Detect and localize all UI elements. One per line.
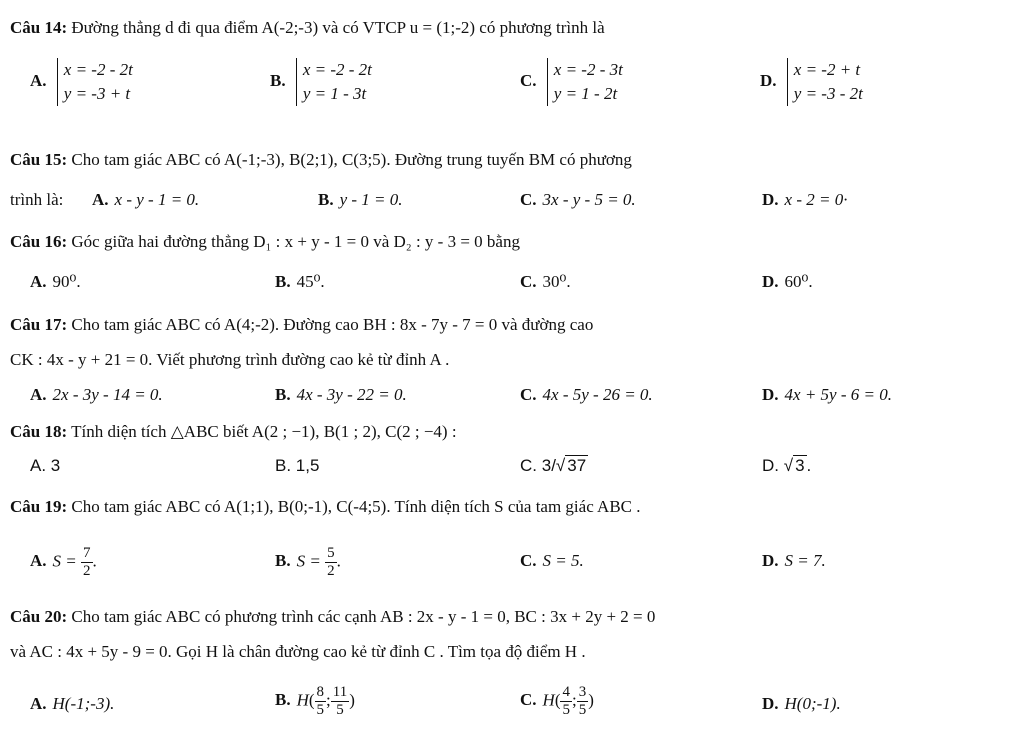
q15-option-b[interactable]: [318, 190, 403, 210]
option-label: B.: [270, 70, 286, 90]
option-label: C.: [520, 551, 537, 570]
q19-option-c[interactable]: [520, 551, 584, 571]
question-17-stem: [10, 315, 1024, 335]
option-value: S = 7.: [784, 551, 826, 570]
q16-option-c[interactable]: [520, 272, 571, 292]
option-label: A.: [30, 456, 47, 475]
option-label: A.: [30, 70, 47, 90]
denominator: 5: [578, 702, 587, 718]
option-label: D.: [760, 70, 777, 90]
option-value: 30⁰.: [542, 272, 571, 291]
q18-option-c[interactable]: C. 3/√ 37: [520, 456, 587, 475]
option-label: A.: [30, 385, 47, 404]
question-16-number: Câu 16:: [10, 232, 68, 251]
q15-option-d[interactable]: [762, 190, 847, 210]
denominator: 2: [327, 563, 335, 579]
option-tail: .: [92, 551, 97, 571]
option-label: B.: [275, 551, 291, 571]
eq-line-1: x = -2 + t: [793, 60, 861, 79]
q18-option-b[interactable]: [275, 456, 319, 476]
question-14-number: Câu 14:: [10, 18, 68, 37]
option-value: 4x - 5y - 26 = 0.: [542, 385, 653, 404]
q18-option-d[interactable]: D. √ 3 .: [762, 456, 812, 475]
option-label: B.: [318, 190, 334, 209]
option-label: D.: [762, 551, 779, 570]
question-15-stem: [10, 150, 1024, 170]
sqrt-radicand: 3: [795, 456, 805, 475]
question-14-text: Đường thẳng d đi qua điểm A(-2;-3) và có VTCP u = (1;-2) có phương trình là: [71, 18, 605, 37]
question-17-stem-cont: [10, 350, 1024, 370]
sqrt-radicand: 37: [567, 456, 587, 475]
eq-line-2: y = -3 + t: [63, 84, 131, 103]
fraction: [81, 545, 93, 580]
denominator: 5: [316, 702, 325, 718]
option-tail: .: [806, 456, 812, 475]
fraction: [325, 545, 337, 580]
q17-option-a[interactable]: [30, 385, 163, 405]
q17-option-c[interactable]: [520, 385, 653, 405]
option-label: A.: [30, 272, 47, 291]
question-20-stem: [10, 607, 1024, 627]
option-label: A.: [30, 694, 47, 713]
question-19-number: Câu 19:: [10, 497, 68, 516]
fraction-x: [315, 684, 327, 719]
q15-option-a[interactable]: [92, 190, 199, 210]
option-value: 4x - 3y - 22 = 0.: [296, 385, 407, 404]
q20-option-b[interactable]: B. H( $\frac{8}{5}$ ; $\frac{11}{5}$ ): [275, 684, 355, 718]
q17-option-d[interactable]: [762, 385, 892, 405]
question-14-stem: [10, 18, 1024, 38]
question-19-stem: [10, 497, 1024, 517]
option-label: C.: [520, 385, 537, 404]
option-value: 3/: [541, 456, 556, 475]
q19-option-b[interactable]: [275, 545, 341, 580]
question-20-text: Cho tam giác ABC có phương trình các cạnh AB : 2x - y - 1 = 0, BC : 3x + 2y + 2 = 0: [71, 607, 656, 626]
question-20-number: Câu 20:: [10, 607, 68, 626]
option-value: 2x - 3y - 14 = 0.: [52, 385, 163, 404]
question-15-number: Câu 15:: [10, 150, 68, 169]
option-label: D.: [762, 385, 779, 404]
equation-system: [787, 58, 863, 106]
fraction-y: [331, 684, 349, 719]
q14-option-a[interactable]: [30, 58, 133, 106]
denominator: 5: [562, 702, 570, 718]
q20-option-d[interactable]: [762, 694, 841, 714]
option-value: 1,5: [295, 456, 320, 475]
q18-option-a[interactable]: [30, 456, 60, 476]
equation-system: [547, 58, 623, 106]
denominator: 2: [83, 563, 91, 579]
numerator: 11: [332, 684, 348, 700]
question-16-text: Góc giữa hai đường thẳng D₁ : x + y - 1 = 0 và D₂ : y - 3 = 0 bằng: [71, 232, 520, 251]
question-17-number: Câu 17:: [10, 315, 68, 334]
option-label: B.: [275, 272, 291, 291]
option-label: B.: [275, 385, 291, 404]
question-19-text: Cho tam giác ABC có A(1;1), B(0;-1), C(-4;5). Tính diện tích S của tam giác ABC .: [71, 497, 641, 516]
q16-option-d[interactable]: [762, 272, 813, 292]
q19-option-a[interactable]: [30, 545, 97, 580]
denominator: 5: [336, 702, 344, 718]
option-prefix: S =: [296, 551, 321, 571]
numerator: 3: [578, 684, 587, 700]
question-18-number: Câu 18:: [10, 422, 68, 441]
option-value: y - 1 = 0.: [339, 190, 403, 209]
option-value: 60⁰.: [784, 272, 813, 291]
equation-system: [296, 58, 372, 106]
q19-option-d[interactable]: [762, 551, 826, 571]
q20-option-c[interactable]: C. H( $\frac{4}{5}$ ; $\frac{3}{5}$ ): [520, 684, 594, 718]
option-label: A.: [92, 190, 109, 209]
fraction-y: [577, 684, 589, 719]
equation-system: [57, 58, 133, 106]
option-prefix: S =: [52, 551, 77, 571]
q16-option-b[interactable]: [275, 272, 325, 292]
eq-line-2: y = 1 - 2t: [553, 84, 618, 103]
numerator: 7: [83, 545, 91, 561]
option-value: H(-1;-3).: [52, 694, 115, 713]
question-20-text-cont: và AC : 4x + 5y - 9 = 0. Gọi H là chân đường cao kẻ từ đỉnh C . Tìm tọa độ điểm H .: [10, 642, 586, 661]
eq-line-2: y = -3 - 2t: [793, 84, 863, 103]
eq-line-1: x = -2 - 3t: [553, 60, 623, 79]
q16-option-a[interactable]: [30, 272, 81, 292]
option-value: 45⁰.: [296, 272, 325, 291]
option-label: C.: [520, 190, 537, 209]
question-18-text: Tính diện tích △ABC biết A(2 ; −1), B(1 ; 2), C(2 ; −4) :: [71, 422, 457, 441]
q15-option-c[interactable]: [520, 190, 636, 210]
question-20-stem-cont: [10, 642, 1024, 662]
fraction-x: [560, 684, 572, 719]
numerator: 8: [316, 684, 325, 700]
option-label: C.: [520, 272, 537, 291]
option-value: 4x + 5y - 6 = 0.: [784, 385, 892, 404]
option-value: 3: [50, 456, 61, 475]
option-label: D.: [762, 272, 779, 291]
eq-line-2: y = 1 - 3t: [302, 84, 367, 103]
numerator: 5: [327, 545, 335, 561]
option-value: 90⁰.: [52, 272, 81, 291]
option-label: D.: [762, 190, 779, 209]
option-label: D.: [762, 456, 779, 475]
question-17-text: Cho tam giác ABC có A(4;-2). Đường cao BH : 8x - 7y - 7 = 0 và đường cao: [71, 315, 594, 334]
option-label: C.: [520, 690, 537, 710]
option-label: D.: [762, 694, 779, 713]
option-prefix: H: [542, 690, 555, 710]
option-tail: .: [336, 551, 341, 571]
eq-line-1: x = -2 - 2t: [302, 60, 372, 79]
question-15-text-cont: trình là:: [10, 190, 64, 209]
q14-option-c[interactable]: [520, 58, 623, 106]
option-value: x - 2 = 0·: [784, 190, 848, 209]
option-value: x - y - 1 = 0.: [114, 190, 200, 209]
option-value: 3x - y - 5 = 0.: [542, 190, 636, 209]
option-label: B.: [275, 690, 291, 710]
question-18-stem: [10, 422, 1024, 442]
option-label: B.: [275, 456, 292, 475]
question-17-text-cont: CK : 4x - y + 21 = 0. Viết phương trình đường cao kẻ từ đỉnh A .: [10, 350, 450, 369]
option-label: C.: [520, 456, 537, 475]
question-15-text: Cho tam giác ABC có A(-1;-3), B(2;1), C(3;5). Đường trung tuyến BM có phương: [71, 150, 632, 169]
numerator: 4: [562, 684, 570, 700]
q14-option-d[interactable]: [760, 58, 863, 106]
q14-option-b[interactable]: [270, 58, 372, 106]
option-value: H(0;-1).: [784, 694, 841, 713]
option-value: S = 5.: [542, 551, 584, 570]
q20-option-a[interactable]: [30, 694, 114, 714]
q17-option-b[interactable]: [275, 385, 407, 405]
option-label: C.: [520, 70, 537, 90]
question-16-stem: [10, 232, 1024, 252]
option-prefix: H: [296, 690, 309, 710]
eq-line-1: x = -2 - 2t: [63, 60, 133, 79]
option-label: A.: [30, 551, 47, 571]
